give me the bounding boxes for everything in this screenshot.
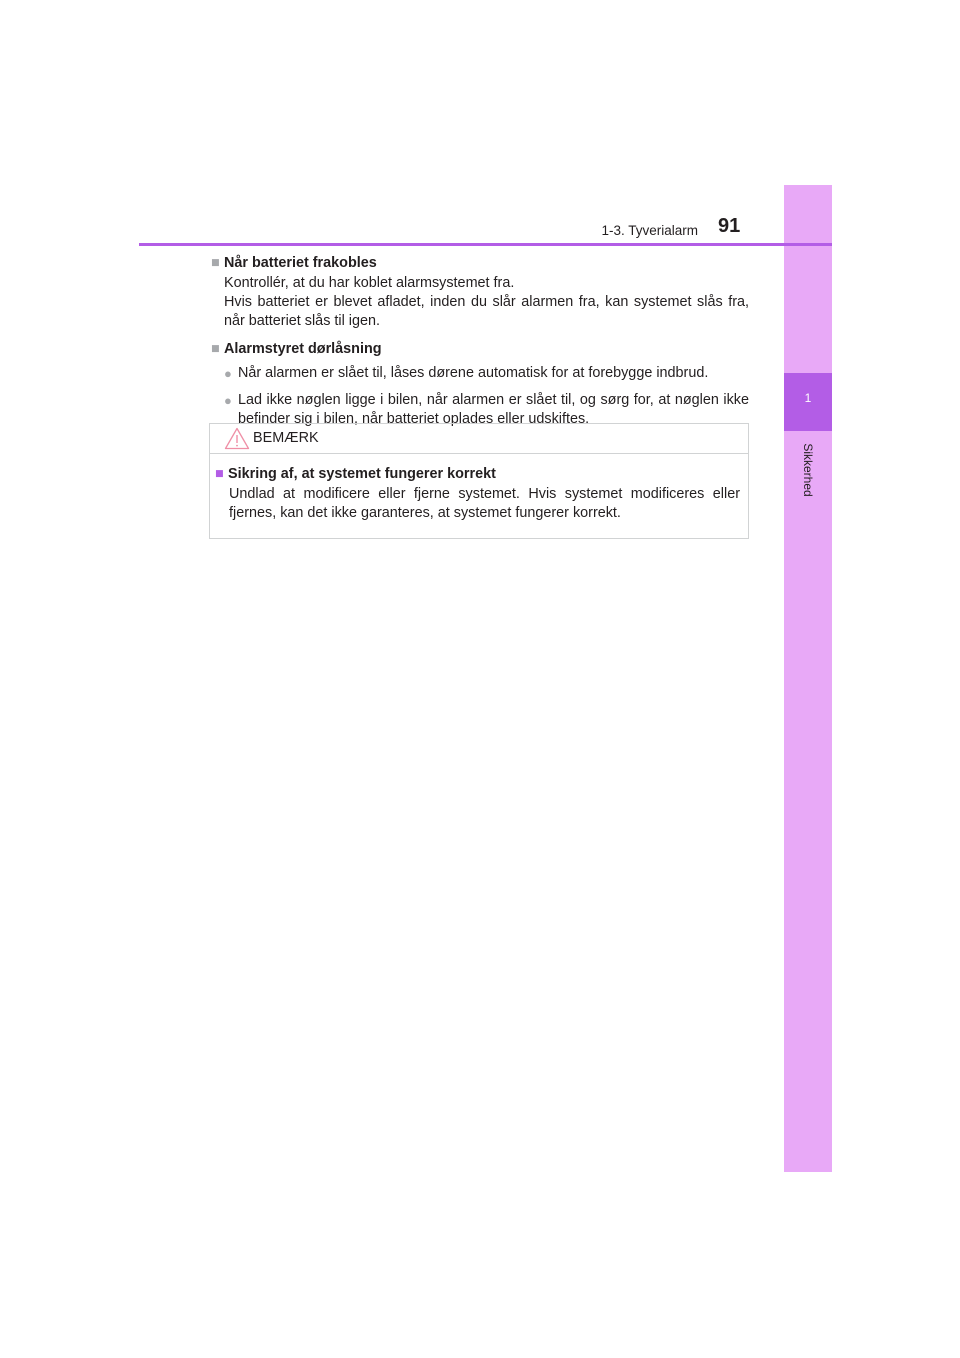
- page-content: [211, 254, 749, 437]
- circle-bullet-icon: ●: [224, 366, 232, 381]
- paragraph: Hvis batteriet er blevet afladet, inden du slår alarmen fra, kan systemet slås fra, når batteriet slås til igen.: [224, 294, 749, 329]
- header-rule: [139, 243, 832, 246]
- block-heading: [211, 340, 749, 359]
- page-number: 91: [718, 215, 741, 237]
- notice-text: Undlad at modificere eller fjerne systemet. Hvis systemet modificeres eller fjernes, kan det ikke garanteres, at systemet fungerer korrekt.: [229, 486, 740, 521]
- square-bullet-icon: ■: [215, 466, 224, 482]
- list-item-text: Lad ikke nøglen ligge i bilen, når alarmen er slået til, og sørg for, at nøglen ikke befinder sig i bilen, når batteriet oplades eller udskiftes.: [238, 392, 749, 427]
- heading-text: Alarmstyret dørlåsning: [224, 341, 382, 357]
- notice-header: [210, 424, 748, 454]
- warning-triangle-icon: [224, 427, 250, 450]
- heading-text: Når batteriet frakobles: [224, 255, 377, 271]
- circle-bullet-icon: ●: [224, 393, 232, 408]
- notice-body: [210, 454, 748, 523]
- heading-text: Sikring af, at systemet fungerer korrekt: [228, 466, 496, 482]
- notice-box: [209, 423, 749, 539]
- block-heading: [211, 254, 749, 273]
- notice-label: BEMÆRK: [253, 430, 319, 446]
- notice-heading: [215, 465, 740, 484]
- list-item: [211, 364, 749, 383]
- side-tab: [784, 185, 832, 1172]
- chapter-label: Sikkerhed: [801, 443, 815, 497]
- square-bullet-icon: ■: [211, 341, 220, 357]
- paragraph: Kontrollér, at du har koblet alarmsystemet fra.: [224, 275, 515, 291]
- chapter-number: 1: [804, 391, 812, 405]
- square-bullet-icon: ■: [211, 255, 220, 271]
- list-item-text: Når alarmen er slået til, låses dørene automatisk for at forebygge indbrud.: [238, 365, 709, 381]
- section-title: 1-3. Tyverialarm: [601, 223, 698, 238]
